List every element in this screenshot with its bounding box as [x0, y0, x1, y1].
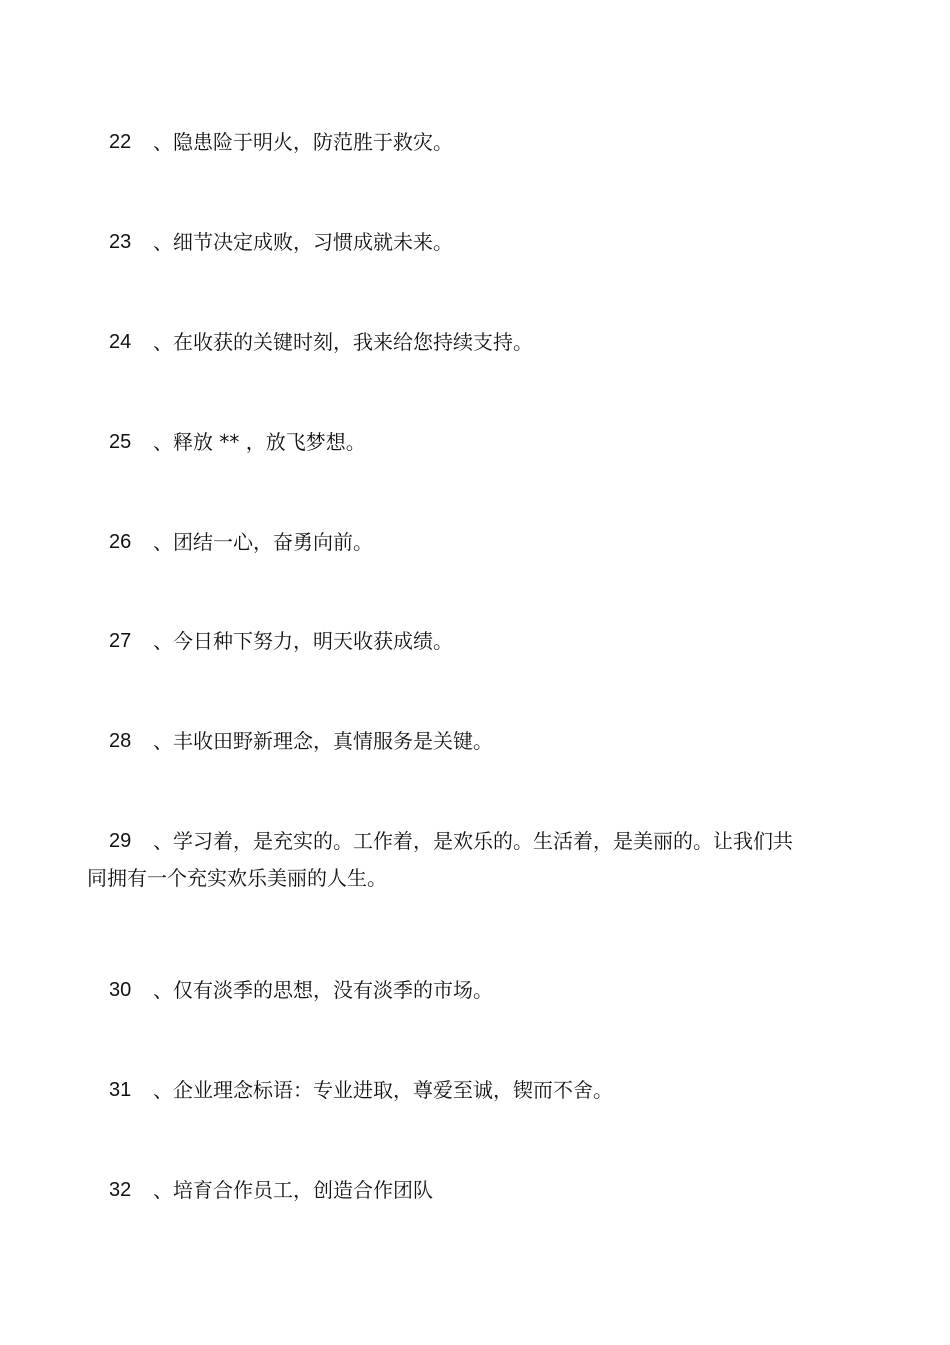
item-number: 23 [109, 231, 132, 253]
item-text: 、释放 ** ，放飞梦想。 [153, 430, 366, 454]
item-text: 、学习着，是充实的。工作着，是欢乐的。生活着，是美丽的。让我们共 [153, 829, 793, 853]
item-text: 、今日种下努力，明天收获成绩。 [153, 629, 453, 653]
item-number: 28 [109, 730, 132, 752]
item-number: 24 [109, 331, 132, 353]
item-text: 、企业理念标语：专业进取，尊爱至诚，锲而不舍。 [153, 1078, 613, 1102]
item-text: 、隐患险于明火，防范胜于救灾。 [153, 130, 453, 154]
item-number: 31 [109, 1079, 132, 1101]
item-text-continuation: 同拥有一个充实欢乐美丽的人生。 [87, 866, 387, 890]
item-number: 26 [109, 531, 132, 553]
item-number: 25 [109, 431, 132, 453]
item-text: 、在收获的关键时刻，我来给您持续支持。 [153, 330, 533, 354]
item-number: 30 [109, 979, 132, 1001]
item-text: 、团结一心，奋勇向前。 [153, 530, 373, 554]
item-number: 32 [109, 1179, 132, 1201]
item-number: 27 [109, 630, 132, 652]
item-number: 22 [109, 131, 132, 153]
item-text: 、培育合作员工，创造合作团队 [153, 1178, 433, 1202]
list-item [0, 831, 950, 891]
item-number: 29 [109, 830, 132, 852]
item-text: 、丰收田野新理念，真情服务是关键。 [153, 729, 493, 753]
item-text: 、细节决定成败，习惯成就未来。 [153, 230, 453, 254]
item-text: 、仅有淡季的思想，没有淡季的市场。 [153, 978, 493, 1002]
